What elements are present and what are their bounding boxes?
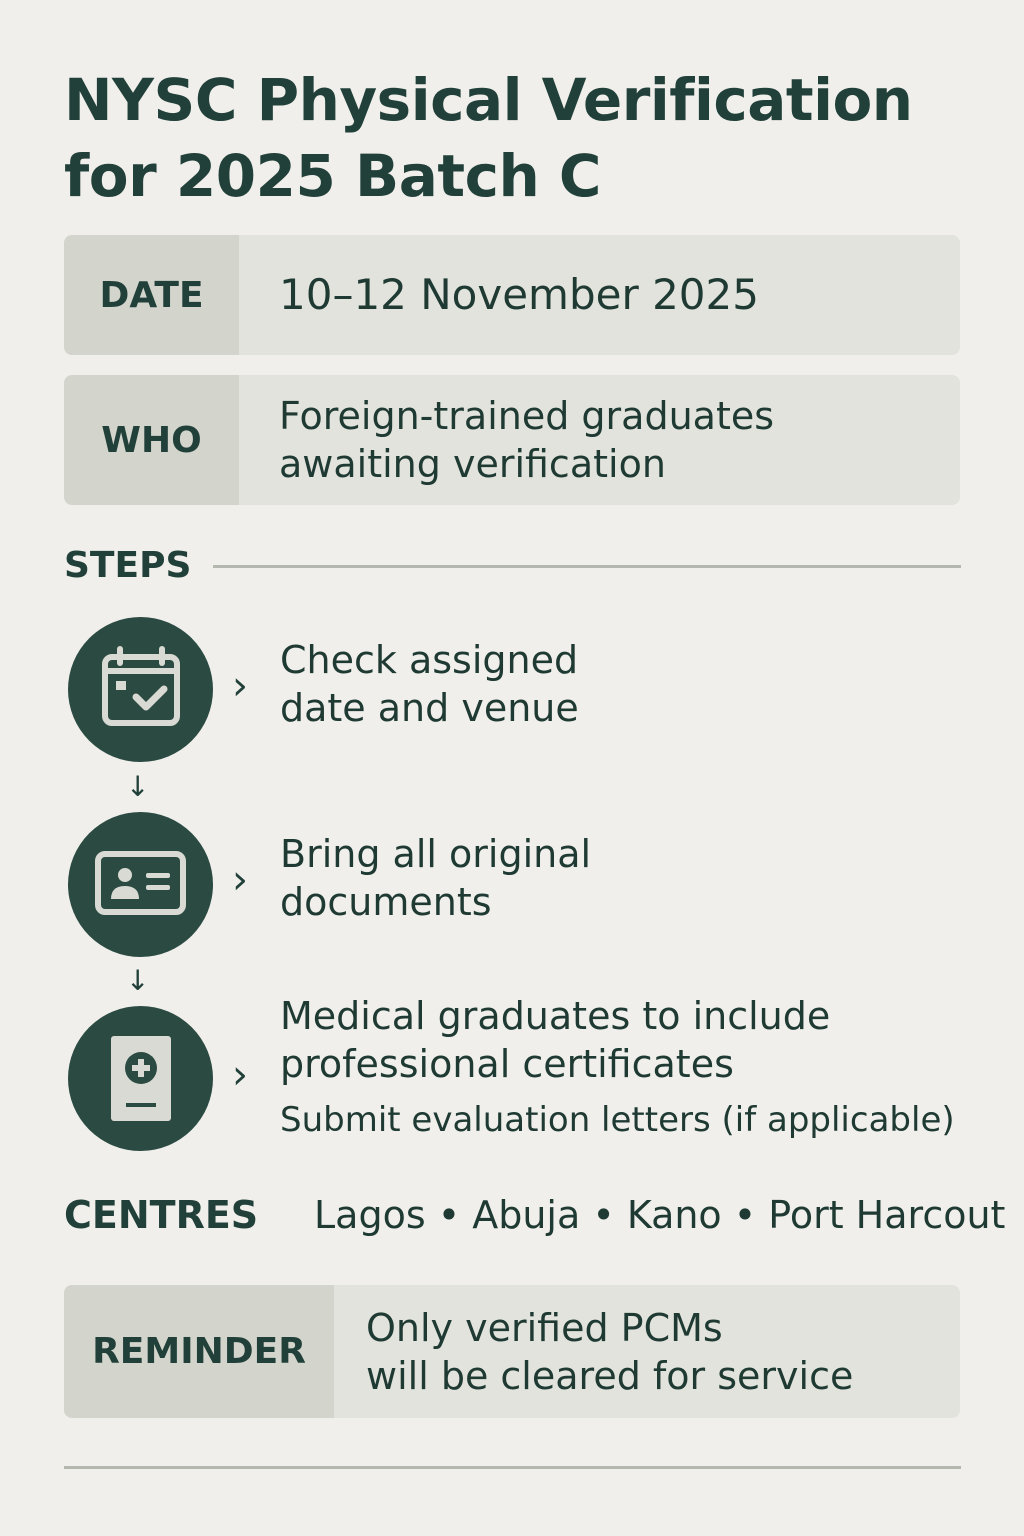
reminder-card [64,1285,960,1418]
step-2-text: Bring all original documents [280,832,592,924]
date-value: 10–12 November 2025 [279,270,759,319]
reminder-label: REMINDER [64,1285,334,1418]
step-1-icon-circle [68,617,213,762]
centres-list: Lagos • Abuja • Kano • Port Harcout [314,1193,1006,1237]
arrow-down-icon: ↓ [126,964,150,997]
step-3-note: Submit evaluation letters (if applicable) [280,1100,955,1140]
medical-certificate-icon [68,1006,213,1151]
chevron-right-icon: › [232,1052,248,1098]
steps-heading: STEPS [64,545,192,586]
who-label: WHO [64,375,239,505]
step-3-text: Medical graduates to include professional certificates [280,994,831,1086]
centres-label: CENTRES [64,1193,259,1237]
step-3-icon-circle [68,1006,213,1151]
step-2-icon-circle [68,812,213,957]
divider [213,565,961,568]
who-value: Foreign-trained graduates awaiting verification [279,394,775,486]
id-card-icon [68,812,213,957]
who-card [64,375,960,505]
page-title: NYSC Physical Verification for 2025 Batch C [64,66,913,210]
reminder-value: Only verified PCMs will be cleared for service [366,1305,854,1398]
date-card [64,235,960,355]
date-label: DATE [64,235,239,355]
chevron-right-icon: › [232,857,248,903]
chevron-right-icon: › [232,663,248,709]
step-1-text: Check assigned date and venue [280,638,579,730]
arrow-down-icon: ↓ [126,770,150,803]
calendar-check-icon [68,617,213,762]
bottom-divider [64,1466,961,1469]
